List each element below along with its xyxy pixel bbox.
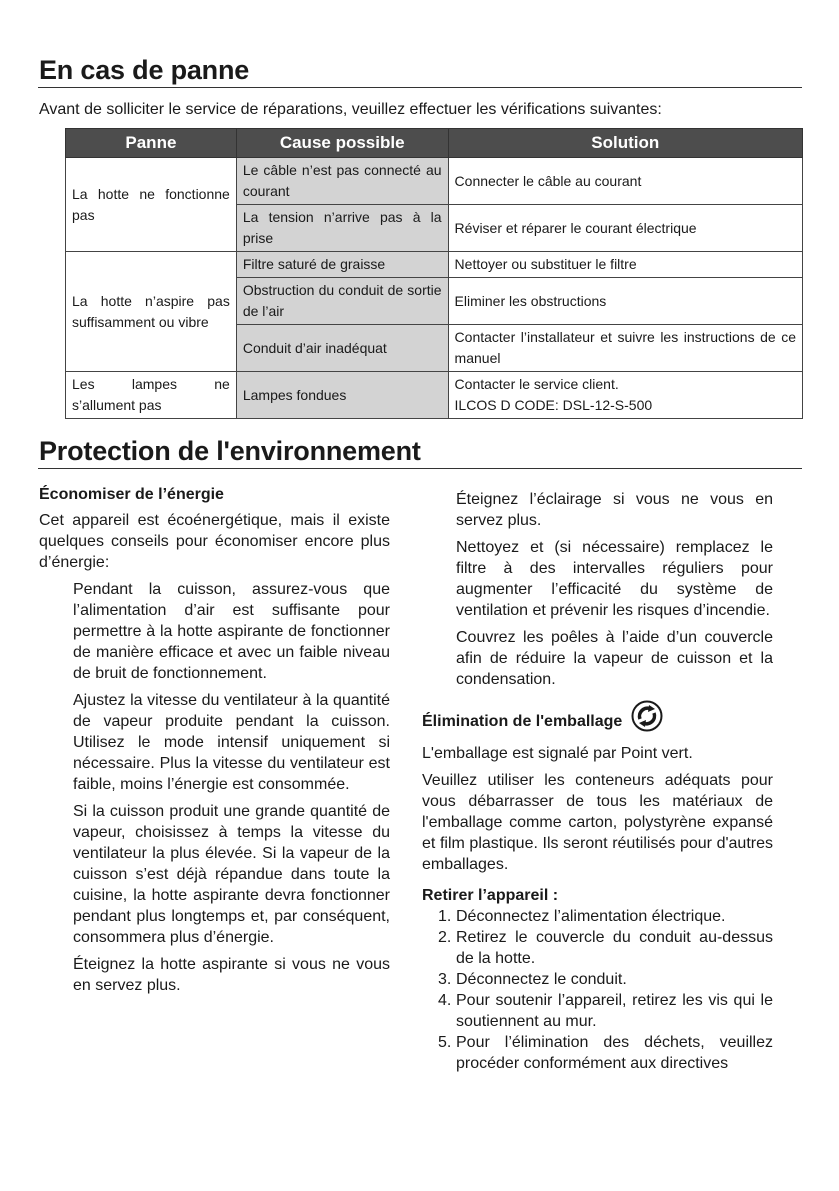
paragraph: Ajustez la vitesse du ventilateur à la quantité de vapeur produite pendant la cuisson. Utilisez le mode intensif uniquement si nécessaire. Plus la vitesse du ventilateur est faible, moins l’énergie est consommée. <box>73 692 390 793</box>
title-rule <box>38 87 802 88</box>
section-title-environment: Protection de l'environnement <box>39 436 421 466</box>
panne-cell: La hotte ne fonctionne pas <box>66 158 237 252</box>
paragraph: L'emballage est signalé par Point vert. <box>422 745 693 762</box>
solution-cell: Nettoyer ou substituer le filtre <box>448 252 802 278</box>
header-solution: Solution <box>448 129 802 158</box>
section-title-troubleshooting: En cas de panne <box>39 55 250 85</box>
list-item: 1. Déconnectez l’alimentation électrique. <box>438 908 726 925</box>
list-item: 3. Déconnectez le conduit. <box>438 971 627 988</box>
paragraph: Veuillez utiliser les conteneurs adéquats pour vous débarrasser de tous les matériaux de l'emballage comme carton, polystyrène expansé et film plastique. Ils seront réutilisés pour d'autres emballages. <box>422 772 773 873</box>
header-panne: Panne <box>66 129 237 158</box>
heading-energy-saving: Économiser de l’énergie <box>39 486 224 503</box>
right-column <box>422 489 773 1074</box>
cause-cell: La tension n’arrive pas à la prise <box>236 205 448 252</box>
solution-cell: Réviser et réparer le courant électrique <box>448 205 802 252</box>
troubleshooting-table <box>65 128 803 419</box>
paragraph: Éteignez l’éclairage si vous ne vous en servez plus. <box>456 491 773 529</box>
solution-cell <box>448 372 802 419</box>
cause-cell: Conduit d’air inadéquat <box>236 325 448 372</box>
solution-cell: Contacter l’installateur et suivre les instructions de ce manuel <box>448 325 802 372</box>
solution-line: Contacter le service client. <box>454 376 619 392</box>
table-row <box>66 158 803 205</box>
table-row <box>66 252 803 278</box>
troubleshooting-intro: Avant de solliciter le service de réparations, veuillez effectuer les vérifications suivantes: <box>39 101 662 118</box>
table-header-row <box>66 129 803 158</box>
solution-cell: Connecter le câble au courant <box>448 158 802 205</box>
list-item: 2. Retirez le couvercle du conduit au-dessus de la hotte. <box>438 929 773 967</box>
left-column <box>39 484 390 1002</box>
cause-cell: Le câble n’est pas connecté au courant <box>236 158 448 205</box>
paragraph: Cet appareil est écoénergétique, mais il existe quelques conseils pour économiser encore plus d’énergie: <box>39 512 390 571</box>
cause-cell: Obstruction du conduit de sortie de l’air <box>236 278 448 325</box>
title-rule <box>38 468 802 469</box>
paragraph: Couvrez les poêles à l’aide d’un couvercle afin de réduire la vapeur de cuisson et la condensation. <box>456 629 773 688</box>
paragraph: Si la cuisson produit une grande quantité de vapeur, choisissez à temps la vitesse du ventilateur la plus élevée. Si la vapeur de la cuisson s’est déjà répandue dans toute la cuisine, la hotte aspirante devra fonctionner pendant plus longtemps et, par conséquent, consommera plus d’énergie. <box>73 803 390 946</box>
heading-packaging <box>422 700 773 738</box>
heading-remove-appliance: Retirer l’appareil : <box>422 887 559 904</box>
green-dot-recycle-icon <box>631 700 663 738</box>
table-row <box>66 372 803 419</box>
paragraph: Pendant la cuisson, assurez-vous que l’alimentation d’air est suffisante pour permettre à la hotte aspirante de fonctionner de manière efficace et avec un faible niveau de bruit de fonctionnement. <box>73 581 390 682</box>
cause-cell: Filtre saturé de graisse <box>236 252 448 278</box>
solution-cell: Eliminer les obstructions <box>448 278 802 325</box>
paragraph: Nettoyez et (si nécessaire) remplacez le filtre à des intervalles réguliers pour augmenter l’efficacité du système de ventilation et prévenir les risques d’incendie. <box>456 539 773 619</box>
removal-steps-list <box>438 906 773 1074</box>
panne-cell: Les lampes ne s’allument pas <box>66 372 237 419</box>
panne-cell: La hotte n’aspire pas suffisamment ou vibre <box>66 252 237 372</box>
solution-line: ILCOS D CODE: DSL-12-S-500 <box>454 397 653 413</box>
paragraph: Éteignez la hotte aspirante si vous ne vous en servez plus. <box>73 956 390 994</box>
list-item: 4. Pour soutenir l’appareil, retirez les vis qui le soutiennent au mur. <box>438 992 773 1030</box>
list-item: 5. Pour l’élimination des déchets, veuillez procéder conformément aux directives <box>438 1034 773 1072</box>
cause-cell: Lampes fondues <box>236 372 448 419</box>
heading-packaging-label: Élimination de l'emballage <box>422 713 623 730</box>
header-cause: Cause possible <box>236 129 448 158</box>
